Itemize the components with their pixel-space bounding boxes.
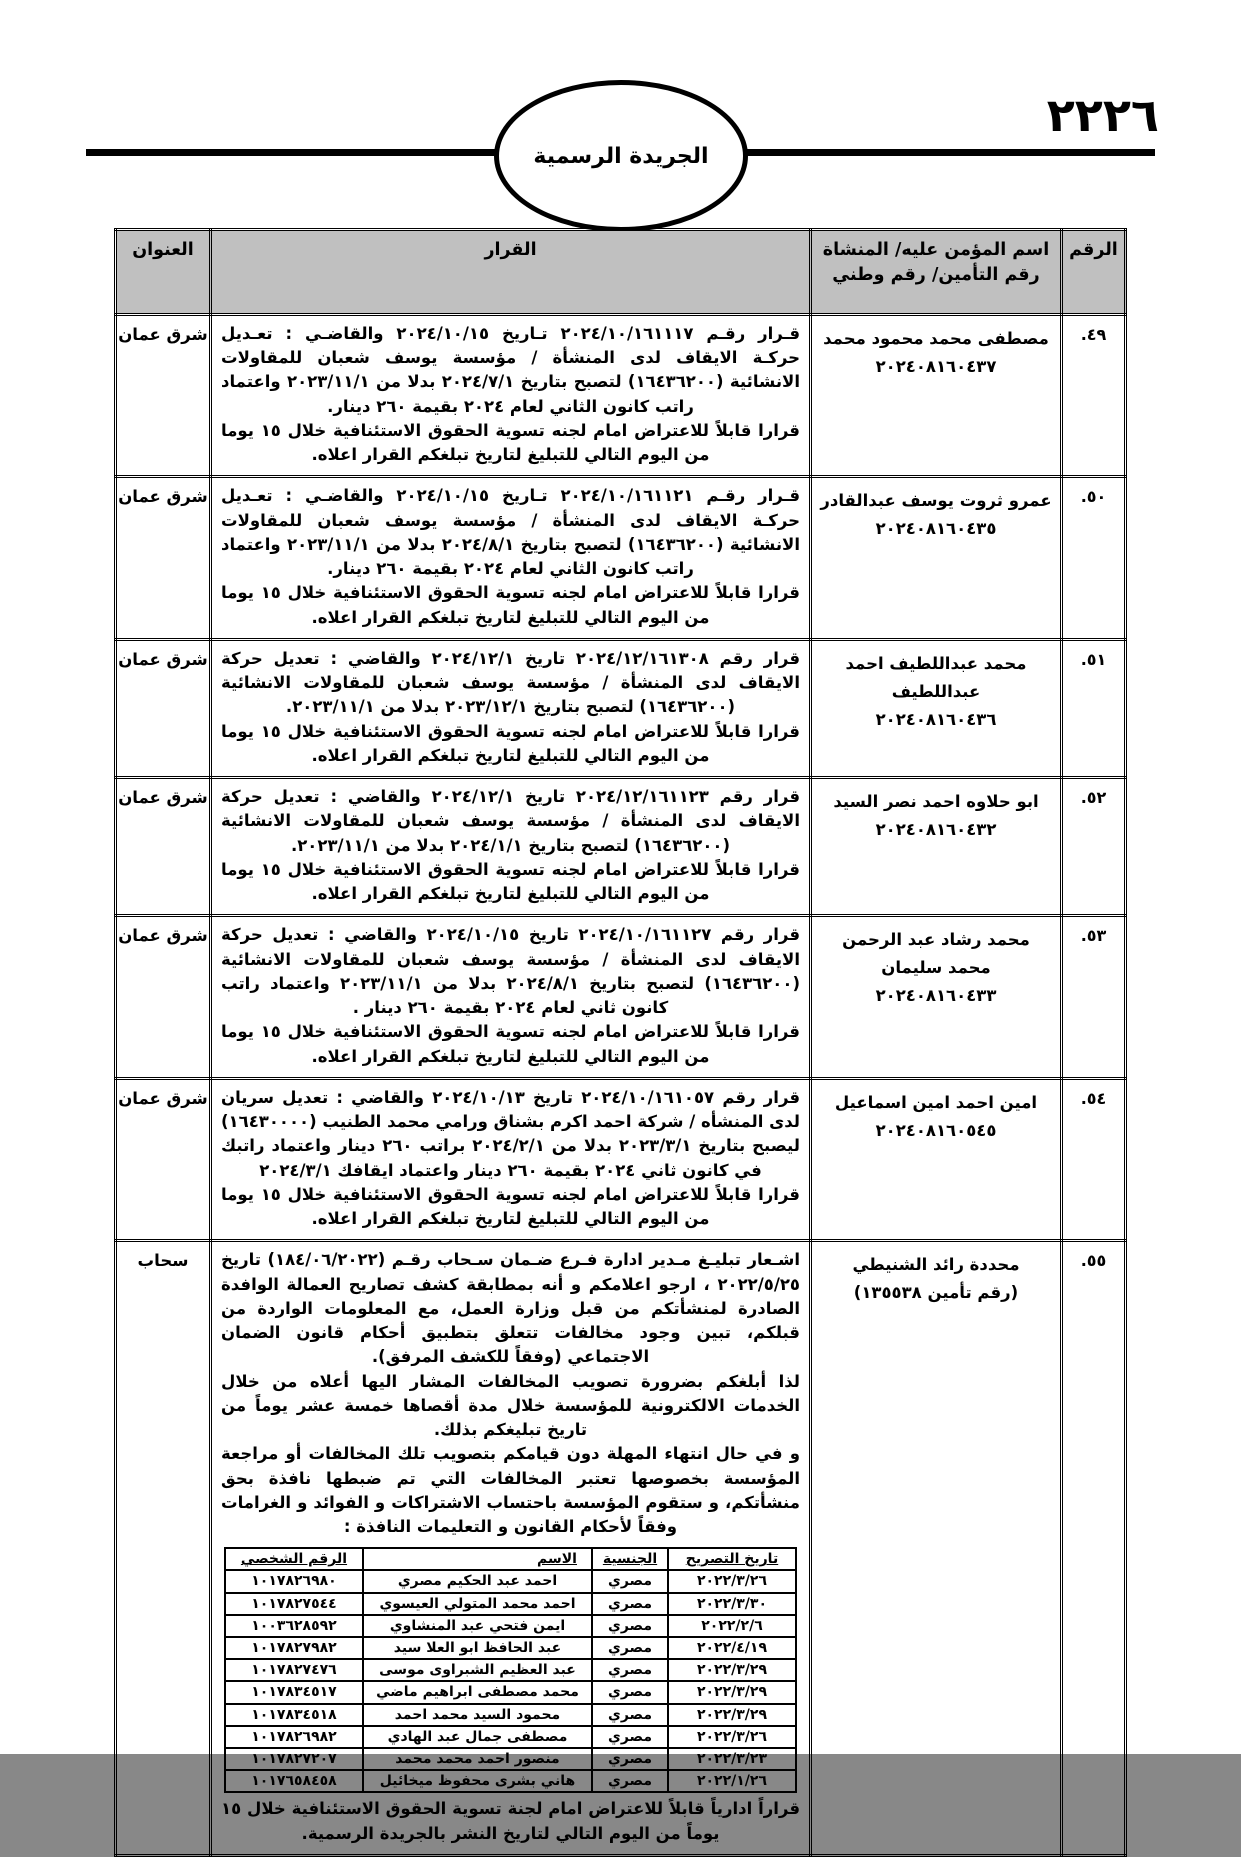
notice-row: [225, 1704, 796, 1726]
notice-cell: مصري: [592, 1704, 668, 1726]
notice-cell: ١٠١٧٨٢٧٩٨٢: [225, 1637, 363, 1659]
row-number: ٥٤.: [1062, 1078, 1126, 1241]
notice-cell: عبد العظيم الشبراوى موسى: [363, 1659, 592, 1681]
address: شرق عمان: [116, 639, 211, 777]
table-row: [116, 1241, 1126, 1856]
insurance-number: ٢٠٢٤٠٨١٦٠٥٤٥: [875, 1120, 997, 1140]
notice-cell: ٢٠٢٢/٢/٦: [668, 1615, 796, 1637]
decision-cell: [211, 639, 811, 777]
decision-paragraph: اشـعار تبليـغ مـدير ادارة فـرع ضـمان سـحاب رقـم (١٨٤/٠٦/٢٠٢٢) تاريخ ٢٠٢٢/٥/٢٥ ، ارجو اعلامكم و أنه بمطابقة كشف تصاريح العمالة الوافدة الصادرة لمنشأتكم من قبل وزارة العمل، مع المعلومات الواردة من قبلكم، تبين وجود مخالفات تتعلق بتطبيق أحكام قانون الضمان الاجتماعي (وفقاً للكشف المرفق).: [221, 1250, 801, 1367]
decision-paragraph: قرار رقم ٢٠٢٤/١٠/١٦١٠٥٧ تاريخ ٢٠٢٤/١٠/١٣ والقاضي : تعديل سريان لدى المنشأه / شركة احمد اكرم بشناق ورامي محمد الطنيب (١٦٤٣٠٠٠٠) ليصبح بتاريخ ٢٠٢٣/٣/١ بدلا من ٢٠٢٤/٢/١ براتب ٢٦٠ دينار واعتماد راتبك في كانون ثاني ٢٠٢٤ بقيمة ٢٦٠ دينار واعتماد ايقافك ٢٠٢٤/٣/١: [221, 1087, 801, 1180]
row-number: ٥٣.: [1062, 916, 1126, 1079]
insured-name-cell: [811, 477, 1062, 640]
notice-row: [225, 1615, 796, 1637]
header-row: [116, 230, 1126, 315]
page-number: ٢٢٢٦: [1046, 88, 1159, 142]
notice-column-header: الرقم الشخصي: [225, 1548, 363, 1570]
notice-row: [225, 1726, 796, 1748]
notice-cell: ٢٠٢٢/٣/٣٠: [668, 1593, 796, 1615]
decision-paragraph: قرار رقم ٢٠٢٤/١٠/١٦١١٢٧ تاريخ ٢٠٢٤/١٠/١٥ والقاضي : تعديل حركة الايقاف لدى المنشأة / مؤسسة يوسف شعبان للمقاولات الانشائية (١٦٤٣٦٢٠٠) لتصبح بتاريخ ٢٠٢٤/٨/١ بدلا من ٢٠٢٣/١١/١ واعتماد راتب كانون ثاني لعام ٢٠٢٤ بقيمة ٢٦٠ دينار .: [221, 925, 800, 1017]
notice-cell: ٢٠٢٢/٣/٢٩: [668, 1704, 796, 1726]
notice-row: [225, 1770, 796, 1792]
notice-cell: ١٠١٧٨٣٤٥١٧: [225, 1681, 363, 1703]
decision-paragraph: قرار رقم ٢٠٢٤/١٢/١٦١١٢٣ تاريخ ٢٠٢٤/١٢/١ والقاضي : تعديل حركة الايقاف لدى المنشأة / مؤسسة يوسف شعبان للمقاولات الانشائية (١٦٤٣٦٢٠٠) لتصبح بتاريخ ٢٠٢٤/١/١ بدلا من ٢٠٢٣/١١/١.: [221, 787, 800, 855]
insurance-number: ٢٠٢٤٠٨١٦٠٤٣٣: [875, 986, 997, 1006]
insurance-number: ٢٠٢٤٠٨١٦٠٤٣٥: [875, 519, 997, 539]
table-row: [116, 778, 1126, 916]
notice-cell: ١٠١٧٨٢٦٩٨٠: [225, 1570, 363, 1592]
decision-paragraph: قـرار رقـم ٢٠٢٤/١٠/١٦١١٢١ تـاريخ ٢٠٢٤/١٠/١٥ والقاضـي : تعـديل حركـة الايقاف لدى المنشأة / مؤسسة يوسف شعبان للمقاولات الانشائية (١٦٤٣٦٢٠٠) لتصبح بتاريخ ٢٠٢٤/٨/١ بدلا من ٢٠٢٣/١١/١ واعتماد راتب كانون الثاني لعام ٢٠٢٤ بقيمة ٢٦٠ دينار.: [221, 486, 801, 578]
decision-paragraph: لذا أبلغكم بضرورة تصويب المخالفات المشار اليها أعلاه من خلال الخدمات الالكترونية للمؤسسة خلال مدة أقصاها خمسة عشر يوماً من تاريخ تبليغكم بذلك.: [221, 1371, 800, 1439]
notice-row: [225, 1659, 796, 1681]
decision-paragraph: قرارا قابلاً للاعتراض امام لجنه تسوية الحقوق الاستئنافية خلال ١٥ يوما من اليوم التالي للتبليغ لتاريخ تبلغكم القرار اعلاه.: [221, 859, 800, 903]
notice-cell: احمد محمد المتولي العيسوي: [363, 1593, 592, 1615]
notice-cell: مصري: [592, 1570, 668, 1592]
insured-name-cell: [811, 916, 1062, 1079]
decision-cell: [211, 1241, 811, 1856]
notice-row: [225, 1681, 796, 1703]
insured-name: محمد رشاد عبد الرحمن محمد سليمان: [842, 930, 1030, 978]
insured-name: امين احمد امين اسماعيل: [834, 1092, 1038, 1112]
notice-cell: مصري: [592, 1615, 668, 1637]
notice-cell: محمود السيد محمد احمد: [363, 1704, 592, 1726]
notice-row: [225, 1748, 796, 1770]
decision-paragraph: قرارا قابلاً للاعتراض امام لجنه تسوية الحقوق الاستئنافية خلال ١٥ يوما من اليوم التالي للتبليغ لتاريخ تبلغكم القرار اعلاه.: [221, 721, 800, 765]
notice-cell: احمد عبد الحكيم مصري: [363, 1570, 592, 1592]
address: شرق عمان: [116, 477, 211, 640]
decision-paragraph: و في حال انتهاء المهلة دون قيامكم بتصويب تلك المخالفات أو مراجعة المؤسسة بخصوصها تعتبر المخالفات التي تم ضبطها نافذة بحق منشأتكم، و ستقوم المؤسسة باحتساب الاشتراكات و الفوائد و الغرامات وفقاً لأحكام القانون و التعليمات النافذة :: [221, 1444, 800, 1536]
notice-cell: منصور احمد محمد محمد: [363, 1748, 592, 1770]
insured-name-cell: [811, 778, 1062, 916]
table-row: [116, 639, 1126, 777]
notice-cell: مصري: [592, 1659, 668, 1681]
notice-column-header: الاسم: [363, 1548, 592, 1570]
address: شرق عمان: [116, 916, 211, 1079]
row-number: ٤٩.: [1062, 314, 1126, 477]
notice-row: [225, 1593, 796, 1615]
notice-cell: ١٠١٧٦٥٨٤٥٨: [225, 1770, 363, 1792]
gazette-title: الجريدة الرسمية: [533, 143, 709, 169]
insured-name: محمد عبداللطيف احمد عبداللطيف: [845, 653, 1027, 701]
decision-cell: [211, 916, 811, 1079]
notice-cell: مصري: [592, 1637, 668, 1659]
notice-cell: مصري: [592, 1770, 668, 1792]
table-row: [116, 477, 1126, 640]
notice-cell: ١٠١٧٨٢٧٤٧٦: [225, 1659, 363, 1681]
notice-row: [225, 1570, 796, 1592]
notice-cell: مصري: [592, 1726, 668, 1748]
notice-cell: ١٠١٧٨٢٧٢٠٧: [225, 1748, 363, 1770]
notice-header-row: [225, 1548, 796, 1570]
decision-cell: [211, 314, 811, 477]
notice-cell: ٢٠٢٢/٣/٢٩: [668, 1659, 796, 1681]
column-header-decision: القرار: [211, 230, 811, 315]
notice-cell: ١٠٠٣٦٢٨٥٩٢: [225, 1615, 363, 1637]
insurance-number: ٢٠٢٤٠٨١٦٠٤٣٧: [875, 356, 997, 376]
address: شرق عمان: [116, 1078, 211, 1241]
insured-name-cell: [811, 1078, 1062, 1241]
decision-paragraph: قرارا قابلاً للاعتراض امام لجنه تسوية الحقوق الاستئنافية خلال ١٥ يوما من اليوم التالي للتبليغ لتاريخ تبلغكم القرار اعلاه.: [221, 420, 800, 464]
notice-table: [224, 1547, 797, 1793]
notice-cell: ٢٠٢٢/٣/٢٦: [668, 1570, 796, 1592]
insured-name: محددة رائد الشنيطي: [852, 1255, 1020, 1275]
decision-paragraph: قرارا قابلاً للاعتراض امام لجنه تسوية الحقوق الاستئنافية خلال ١٥ يوما من اليوم التالي للتبليغ لتاريخ تبلغكم القرار اعلاه.: [221, 1184, 800, 1228]
row-number: ٥٢.: [1062, 778, 1126, 916]
notice-cell: ١٠١٧٨٢٦٩٨٢: [225, 1726, 363, 1748]
insurance-number: ٢٠٢٤٠٨١٦٠٤٣٢: [875, 820, 997, 840]
insured-name: عمرو ثروت يوسف عبدالقادر: [820, 491, 1052, 511]
decisions-table: [114, 228, 1127, 1857]
address: شرق عمان: [116, 314, 211, 477]
column-header-name: [811, 230, 1062, 315]
notice-cell: ٢٠٢٢/١/٢٦: [668, 1770, 796, 1792]
column-header-number: الرقم: [1062, 230, 1126, 315]
notice-row: [225, 1637, 796, 1659]
notice-column-header: الجنسية: [592, 1548, 668, 1570]
decision-cell: [211, 477, 811, 640]
notice-cell: ٢٠٢٢/٣/٢٣: [668, 1748, 796, 1770]
insured-name-cell: [811, 1241, 1062, 1856]
notice-cell: عبد الحافظ ابو العلا سيد: [363, 1637, 592, 1659]
notice-cell: ١٠١٧٨٢٧٥٤٤: [225, 1593, 363, 1615]
table-row: [116, 1078, 1126, 1241]
notice-cell: ايمن فتحي عبد المنشاوي: [363, 1615, 592, 1637]
column-header-address: العنوان: [116, 230, 211, 315]
insurance-number: (رقم تأمين ١٣٥٥٣٨): [853, 1283, 1019, 1303]
table-row: [116, 916, 1126, 1079]
notice-cell: مصطفى جمال عبد الهادي: [363, 1726, 592, 1748]
table-row: [116, 314, 1126, 477]
column-header-name-line1: اسم المؤمن عليه/ المنشاة: [822, 240, 1050, 260]
insured-name: مصطفى محمد محمود محمد: [823, 328, 1049, 348]
notice-column-header: تاريخ التصريح: [668, 1548, 796, 1570]
notice-cell: ٢٠٢٢/٣/٢٩: [668, 1681, 796, 1703]
notice-cell: مصري: [592, 1593, 668, 1615]
decision-paragraph: قرار رقم ٢٠٢٤/١٢/١٦١٣٠٨ تاريخ ٢٠٢٤/١٢/١ والقاضي : تعديل حركة الايقاف لدى المنشأة / مؤسسة يوسف شعبان للمقاولات الانشائية (١٦٤٣٦٢٠٠) لتصبح بتاريخ ٢٠٢٣/١٢/١ بدلا من ٢٠٢٣/١١/١.: [221, 648, 800, 717]
column-header-name-line2: رقم التأمين/ رقم وطني: [832, 265, 1040, 286]
insured-name-cell: [811, 639, 1062, 777]
address: شرق عمان: [116, 778, 211, 916]
insurance-number: ٢٠٢٤٠٨١٦٠٤٣٦: [875, 709, 997, 729]
address: سحاب: [116, 1241, 211, 1856]
decision-paragraph: قرارا قابلاً للاعتراض امام لجنه تسوية الحقوق الاستئنافية خلال ١٥ يوما من اليوم التالي للتبليغ لتاريخ تبلغكم القرار اعلاه.: [221, 583, 800, 627]
notice-cell: ٢٠٢٢/٤/١٩: [668, 1637, 796, 1659]
row-number: ٥١.: [1062, 639, 1126, 777]
row-number: ٥٠.: [1062, 477, 1126, 640]
insured-name: ابو حلاوه احمد نصر السيد: [833, 792, 1039, 811]
gazette-seal: [494, 80, 748, 232]
notice-cell: محمد مصطفى ابراهيم ماضي: [363, 1681, 592, 1703]
decision-paragraph: قرارا قابلاً للاعتراض امام لجنه تسوية الحقوق الاستئنافية خلال ١٥ يوما من اليوم التالي للتبليغ لتاريخ تبلغكم القرار اعلاه.: [221, 1022, 800, 1066]
closing-paragraph: قراراً ادارياً قابلاً للاعتراض امام لجنة تسوية الحقوق الاستئنافية خلال ١٥ يوماً من اليوم التالي لتاريخ النشر بالجريدة الرسمية.: [221, 1799, 800, 1843]
notice-cell: مصري: [592, 1748, 668, 1770]
notice-cell: هاني بشرى محفوظ ميخائيل: [363, 1770, 592, 1792]
decision-paragraph: قـرار رقـم ٢٠٢٤/١٠/١٦١١١٧ تـاريخ ٢٠٢٤/١٠/١٥ والقاضـي : تعـديل حركـة الايقاف لدى المنشأة / مؤسسة يوسف شعبان للمقاولات الانشائية (١٦٤٣٦٢٠٠) لتصبح بتاريخ ٢٠٢٤/٧/١ بدلا من ٢٠٢٣/١١/١ واعتماد راتب كانون الثاني لعام ٢٠٢٤ بقيمة ٢٦٠ دينار.: [221, 323, 801, 416]
decision-cell: [211, 1078, 811, 1241]
notice-cell: مصري: [592, 1681, 668, 1703]
insured-name-cell: [811, 314, 1062, 477]
decision-cell: [211, 778, 811, 916]
row-number: ٥٥.: [1062, 1241, 1126, 1856]
notice-cell: ١٠١٧٨٣٤٥١٨: [225, 1704, 363, 1726]
notice-cell: ٢٠٢٢/٣/٢٦: [668, 1726, 796, 1748]
